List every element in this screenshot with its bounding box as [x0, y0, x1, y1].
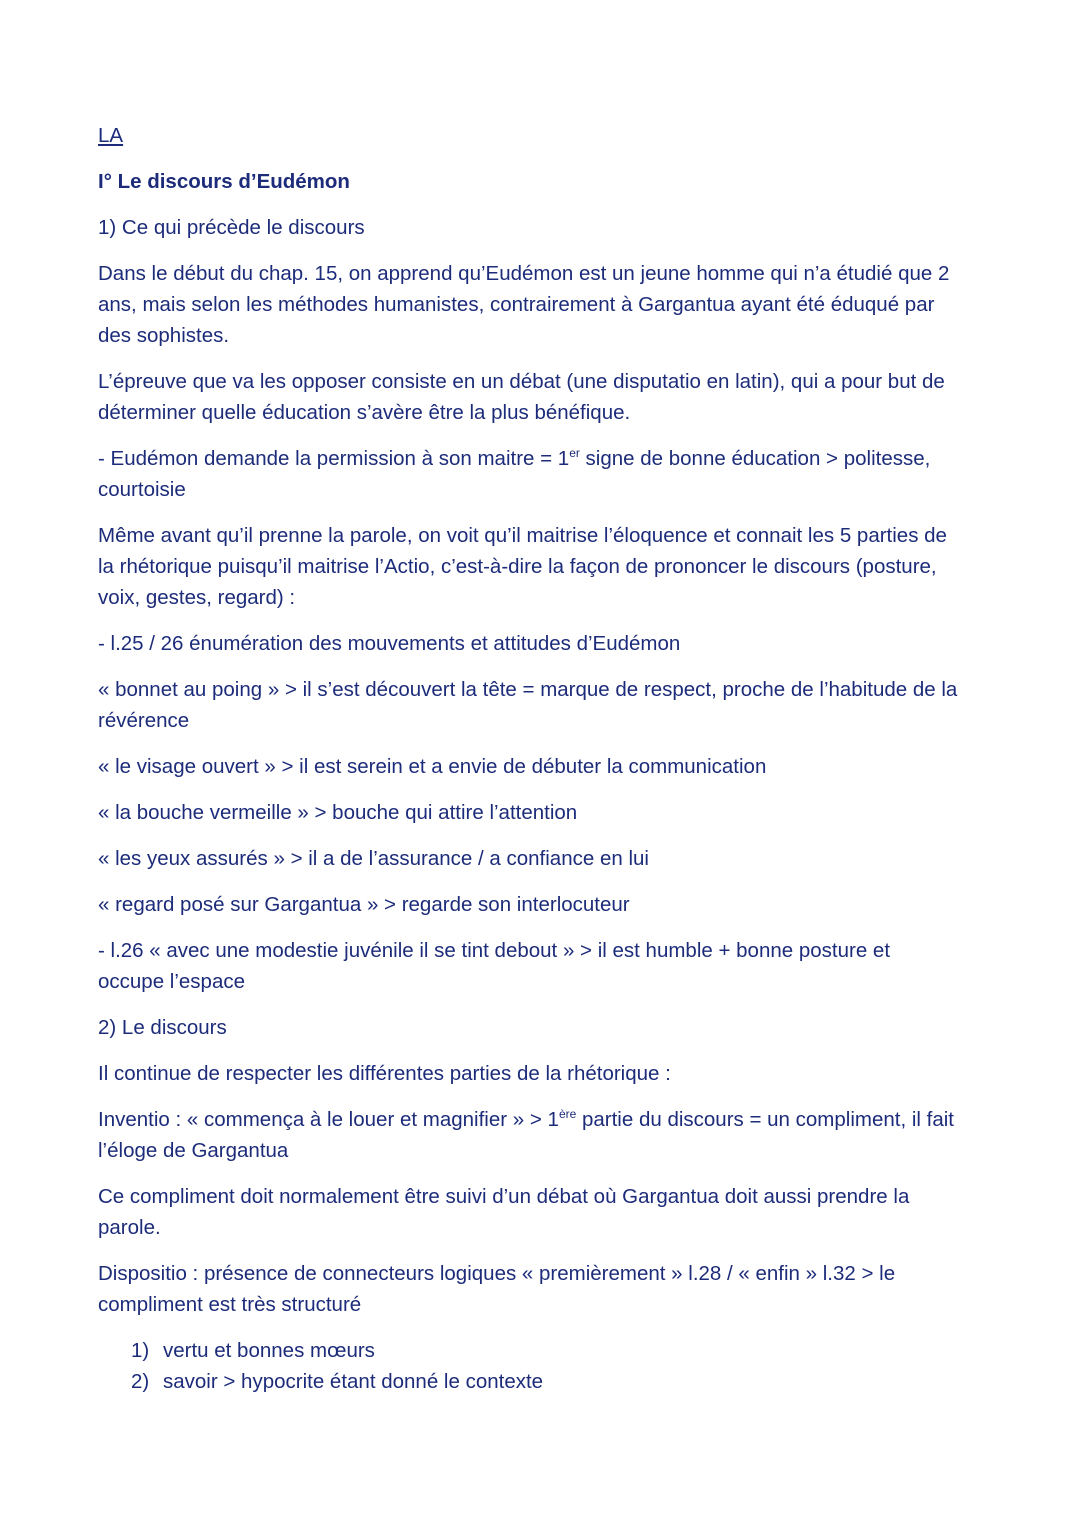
paragraph-3-start: - Eudémon demande la permission à son maitre = 1	[98, 447, 570, 470]
section-heading: I° Le discours d’Eudémon	[98, 170, 350, 193]
paragraph-6: « bonnet au poing » > il s’est découvert la tête = marque de respect, proche de l’habitude de la révérence	[98, 678, 958, 732]
list-item-text: vertu et bonnes mœurs	[163, 1339, 375, 1362]
paragraph-13	[98, 1104, 958, 1166]
document-page	[98, 120, 958, 1397]
paragraph-13-start: Inventio : « commença à le louer et magnifier » > 1	[98, 1108, 559, 1131]
subheading-1: 1) Ce qui précède le discours	[98, 216, 365, 239]
list-item-number: 1)	[131, 1339, 150, 1362]
paragraph-3	[98, 443, 958, 505]
paragraph-9: « les yeux assurés » > il a de l’assurance / a confiance en lui	[98, 847, 649, 870]
list-item	[131, 1335, 958, 1366]
paragraph-2: L’épreuve que va les opposer consiste en un débat (une disputatio en latin), qui a pour but de déterminer quelle éducation s’avère être la plus bénéfique.	[98, 370, 945, 424]
ordinal-superscript: er	[569, 446, 580, 461]
paragraph-5: - l.25 / 26 énumération des mouvements et attitudes d’Eudémon	[98, 632, 681, 655]
list-item-text: savoir > hypocrite étant donné le contexte	[163, 1370, 544, 1393]
paragraph-14: Ce compliment doit normalement être suivi d’un débat où Gargantua doit aussi prendre la parole.	[98, 1185, 910, 1239]
subheading-2: 2) Le discours	[98, 1016, 227, 1039]
numbered-list	[98, 1335, 958, 1397]
paragraph-12: Il continue de respecter les différentes parties de la rhétorique :	[98, 1062, 671, 1085]
paragraph-7: « le visage ouvert » > il est serein et a envie de débuter la communication	[98, 755, 767, 778]
paragraph-11: - l.26 « avec une modestie juvénile il se tint debout » > il est humble + bonne posture et occupe l’espace	[98, 939, 891, 993]
paragraph-15: Dispositio : présence de connecteurs logiques « premièrement » l.28 / « enfin » l.32 > le compliment est très structuré	[98, 1262, 896, 1316]
list-item-number: 2)	[131, 1370, 150, 1393]
paragraph-10: « regard posé sur Gargantua » > regarde son interlocuteur	[98, 893, 630, 916]
paragraph-8: « la bouche vermeille » > bouche qui attire l’attention	[98, 801, 578, 824]
list-item	[131, 1366, 958, 1397]
ordinal-superscript: ère	[558, 1107, 577, 1122]
document-title: LA	[98, 124, 124, 147]
paragraph-4: Même avant qu’il prenne la parole, on voit qu’il maitrise l’éloquence et connait les 5 parties de la rhétorique puisqu’il maitrise l’Actio, c’est-à-dire la façon de prononcer le discours (posture, voix, gestes, regard) :	[98, 524, 947, 609]
paragraph-13-end: partie du discours = un compliment, il fait l’éloge de Gargantua	[98, 1108, 954, 1162]
paragraph-3-end: signe de bonne éducation > politesse, courtoisie	[98, 447, 931, 501]
paragraph-1: Dans le début du chap. 15, on apprend qu’Eudémon est un jeune homme qui n’a étudié que 2 ans, mais selon les méthodes humanistes, contrairement à Gargantua ayant été éduqué par des sophistes.	[98, 262, 950, 347]
